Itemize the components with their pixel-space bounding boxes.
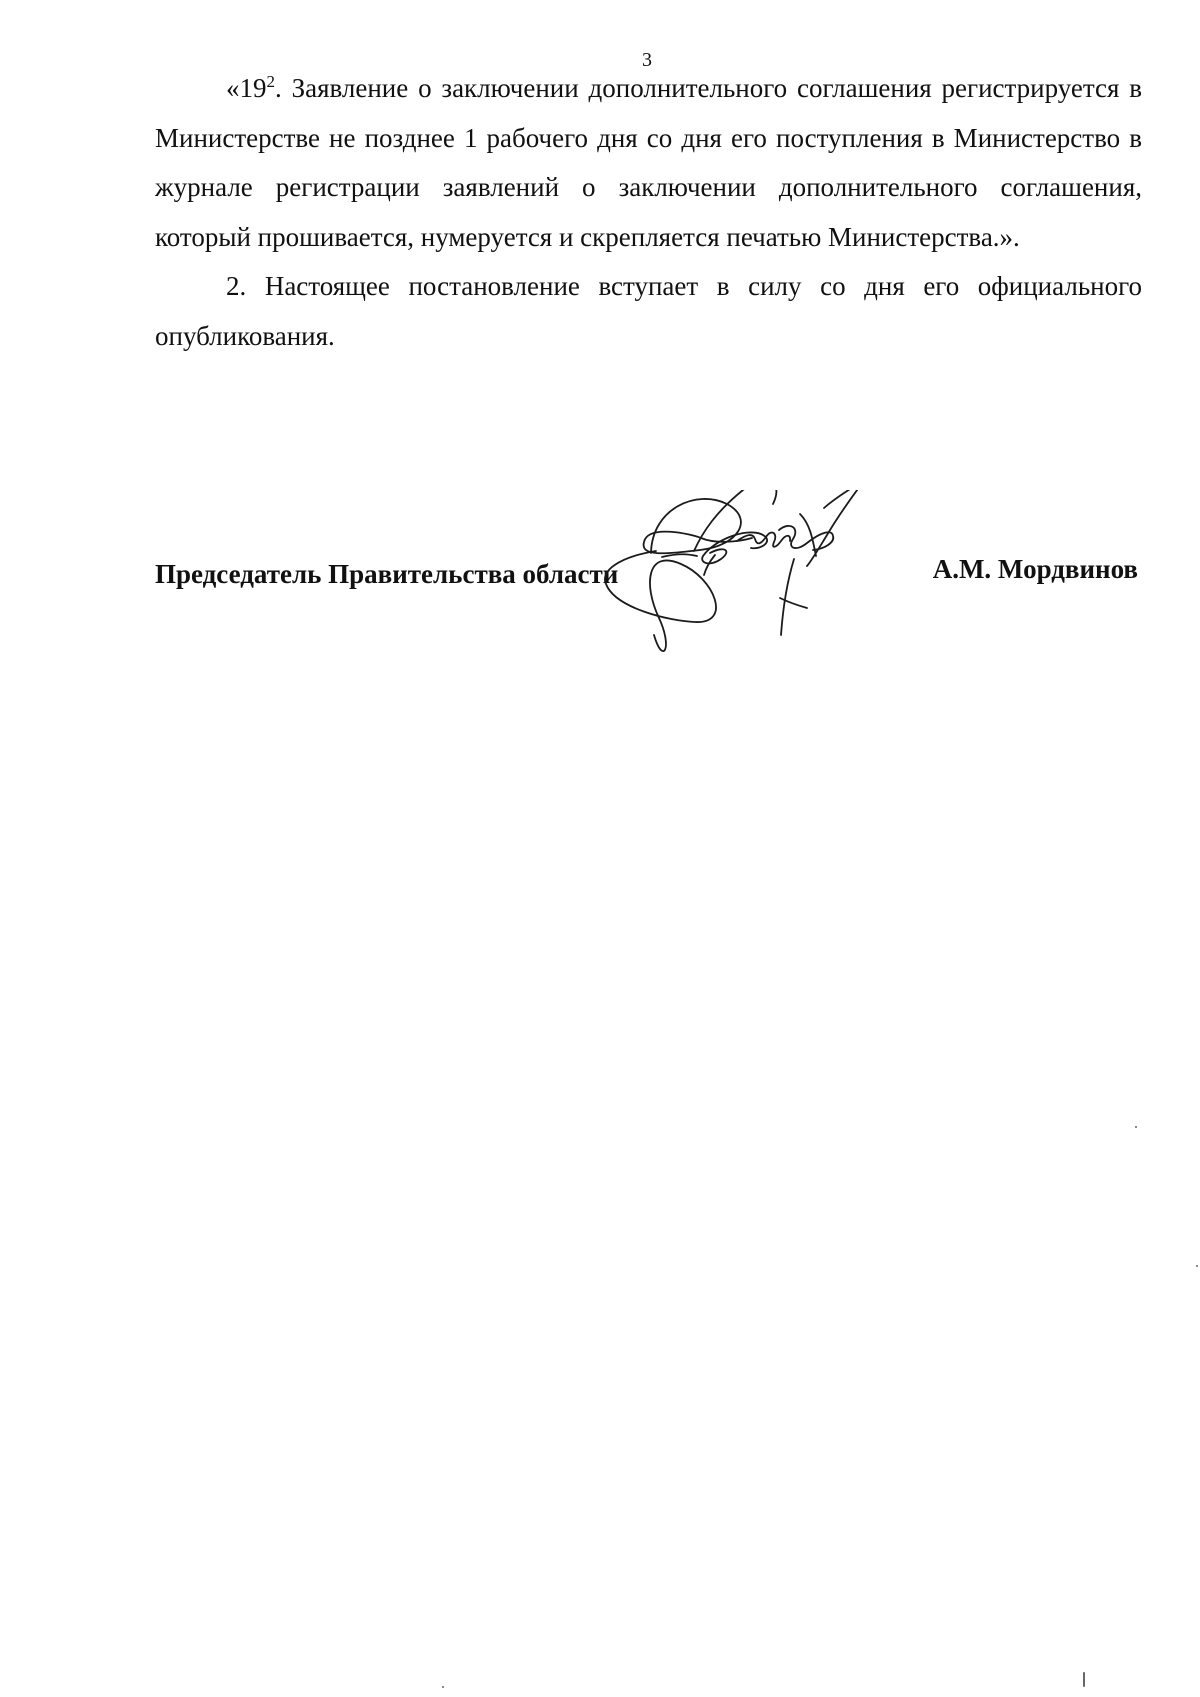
scan-mark-3 [1083,1672,1085,1687]
paragraph-effective-date: 2. Настоящее постановление вступает в силу со дня его официального опубликования. [155,271,1142,351]
scan-mark-2 [1196,1265,1198,1267]
signer-title: Председатель Правительства области [155,559,619,589]
page-number: 3 [642,49,652,71]
scan-mark-1 [1135,1126,1137,1128]
document-text [155,64,1142,361]
scan-mark-4 [442,1686,444,1688]
handwritten-signature [595,490,955,700]
paragraph-opening: «19 [226,73,267,103]
paragraph-text: . Заявление о заключении дополнительного соглашения регистрируется в Министерстве не позднее 1 рабочего дня со дня его поступления в Министерство в журнале регистрации заявлений о заключении дополнительного соглашения, который прошивается, нумеруется и скрепляется печатью Министерства.». [155,73,1142,252]
superscript-number: 2 [266,72,275,91]
signer-name: А.М. Мордвинов [932,554,1138,584]
paragraph-amendment [155,64,1142,262]
